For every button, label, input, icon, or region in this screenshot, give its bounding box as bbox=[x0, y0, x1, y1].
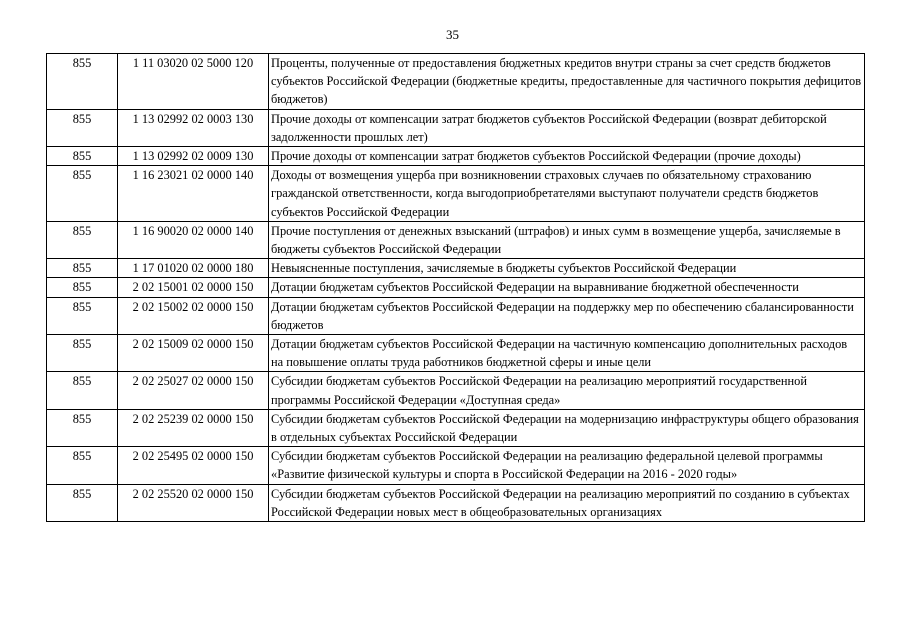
table-row bbox=[47, 109, 865, 146]
budget-code-cell: 1 17 01020 02 0000 180 bbox=[118, 259, 269, 278]
income-name-cell: Дотации бюджетам субъектов Российской Федерации на выравнивание бюджетной обеспеченности bbox=[269, 278, 865, 297]
budget-code-cell: 2 02 25239 02 0000 150 bbox=[118, 409, 269, 446]
income-name-cell: Доходы от возмещения ущерба при возникновении страховых случаев по обязательному страхованию гражданской ответственности, когда выгодоприобретателями выступают получатели средств бюджетов субъектов Российской Федерации bbox=[269, 166, 865, 222]
table-row bbox=[47, 259, 865, 278]
admin-code-cell: 855 bbox=[47, 166, 118, 222]
income-name-cell: Субсидии бюджетам субъектов Российской Федерации на модернизацию инфраструктуры общего образования в отдельных субъектах Российской Федерации bbox=[269, 409, 865, 446]
income-name-cell: Дотации бюджетам субъектов Российской Федерации на частичную компенсацию дополнительных расходов на повышение оплаты труда работников бюджетной сферы и иные цели bbox=[269, 335, 865, 372]
income-name-cell: Субсидии бюджетам субъектов Российской Федерации на реализацию федеральной целевой программы «Развитие физической культуры и спорта в Российской Федерации на 2016 - 2020 годы» bbox=[269, 447, 865, 484]
table-row bbox=[47, 297, 865, 334]
income-name-cell: Дотации бюджетам субъектов Российской Федерации на поддержку мер по обеспечению сбалансированности бюджетов bbox=[269, 297, 865, 334]
table-row bbox=[47, 166, 865, 222]
table-row bbox=[47, 54, 865, 110]
income-name-cell: Прочие доходы от компенсации затрат бюджетов субъектов Российской Федерации (возврат дебиторской задолженности прошлых лет) bbox=[269, 109, 865, 146]
budget-code-cell: 2 02 15001 02 0000 150 bbox=[118, 278, 269, 297]
budget-code-cell: 1 13 02992 02 0009 130 bbox=[118, 147, 269, 166]
table-row bbox=[47, 221, 865, 258]
admin-code-cell: 855 bbox=[47, 147, 118, 166]
budget-code-cell: 2 02 25495 02 0000 150 bbox=[118, 447, 269, 484]
table-row bbox=[47, 447, 865, 484]
admin-code-cell: 855 bbox=[47, 297, 118, 334]
income-name-cell: Невыясненные поступления, зачисляемые в бюджеты субъектов Российской Федерации bbox=[269, 259, 865, 278]
admin-code-cell: 855 bbox=[47, 54, 118, 110]
budget-code-cell: 2 02 15009 02 0000 150 bbox=[118, 335, 269, 372]
admin-code-cell: 855 bbox=[47, 484, 118, 521]
budget-code-cell: 1 16 23021 02 0000 140 bbox=[118, 166, 269, 222]
budget-code-cell: 1 11 03020 02 5000 120 bbox=[118, 54, 269, 110]
income-name-cell: Прочие поступления от денежных взысканий (штрафов) и иных сумм в возмещение ущерба, зачисляемые в бюджеты субъектов Российской Федерации bbox=[269, 221, 865, 258]
budget-code-cell: 2 02 25520 02 0000 150 bbox=[118, 484, 269, 521]
table-row bbox=[47, 372, 865, 409]
table-row bbox=[47, 409, 865, 446]
admin-code-cell: 855 bbox=[47, 221, 118, 258]
admin-code-cell: 855 bbox=[47, 259, 118, 278]
admin-code-cell: 855 bbox=[47, 409, 118, 446]
table-row bbox=[47, 147, 865, 166]
admin-code-cell: 855 bbox=[47, 372, 118, 409]
income-name-cell: Субсидии бюджетам субъектов Российской Федерации на реализацию мероприятий по созданию в субъектах Российской Федерации новых мест в общеобразовательных организациях bbox=[269, 484, 865, 521]
budget-code-cell: 2 02 25027 02 0000 150 bbox=[118, 372, 269, 409]
admin-code-cell: 855 bbox=[47, 278, 118, 297]
admin-code-cell: 855 bbox=[47, 109, 118, 146]
page-number: 35 bbox=[446, 27, 459, 42]
table-row bbox=[47, 278, 865, 297]
budget-code-cell: 2 02 15002 02 0000 150 bbox=[118, 297, 269, 334]
table-row bbox=[47, 484, 865, 521]
income-name-cell: Проценты, полученные от предоставления бюджетных кредитов внутри страны за счет средств бюджетов субъектов Российской Федерации (бюджетные кредиты, предоставленные для частичного покрытия дефицитов бюджетов) bbox=[269, 54, 865, 110]
income-name-cell: Прочие доходы от компенсации затрат бюджетов субъектов Российской Федерации (прочие доходы) bbox=[269, 147, 865, 166]
income-name-cell: Субсидии бюджетам субъектов Российской Федерации на реализацию мероприятий государственной программы Российской Федерации «Доступная среда» bbox=[269, 372, 865, 409]
budget-classification-table bbox=[46, 53, 865, 522]
budget-code-cell: 1 13 02992 02 0003 130 bbox=[118, 109, 269, 146]
admin-code-cell: 855 bbox=[47, 447, 118, 484]
table-row bbox=[47, 335, 865, 372]
admin-code-cell: 855 bbox=[47, 335, 118, 372]
budget-code-cell: 1 16 90020 02 0000 140 bbox=[118, 221, 269, 258]
